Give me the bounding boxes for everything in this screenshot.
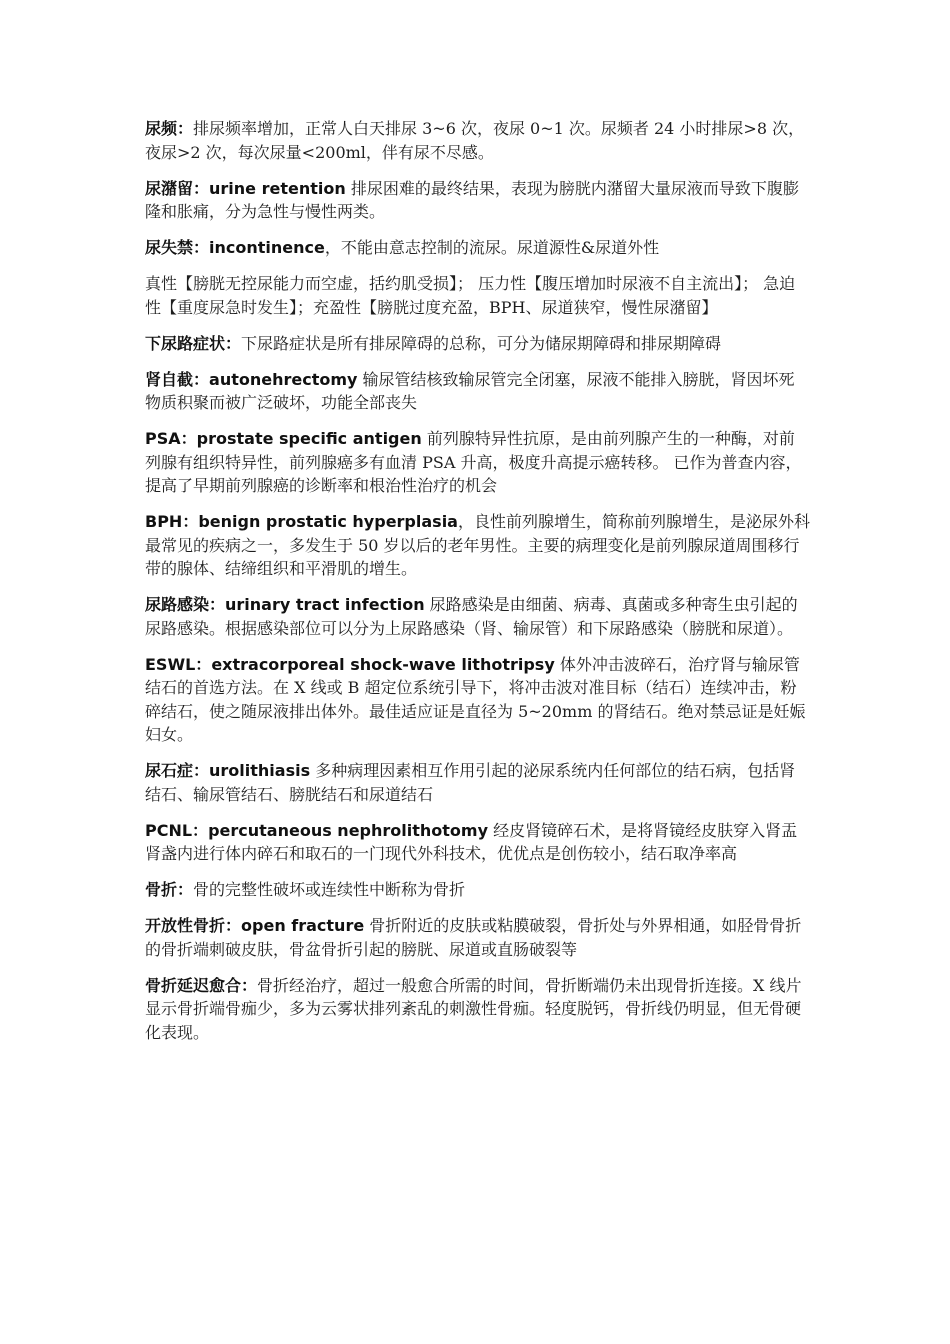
entry-term: PSA： — [145, 429, 197, 448]
entry-english-term: extracorporeal shock-wave lithotripsy — [211, 654, 555, 674]
entry-definition: 骨的完整性破坏或连续性中断称为骨折 — [193, 880, 466, 899]
entry-definition: 骨折经治疗，超过一般愈合所需的时间，骨折断端仍未出现骨折连接。X 线片显示骨折端骨痂少，多为云雾状排列紊乱的刺激性骨痂。轻度脱钙，骨折线仍明显，但无骨硬化表现。 — [145, 975, 802, 1042]
entry-definition: 排尿频率增加，正常人白天排尿 3~6 次，夜尿 0~1 次。尿频者 24 小时排尿>8 次，夜尿>2 次，每次尿量<200ml，伴有尿不尽感。 — [145, 119, 805, 162]
entry-term: 尿潴留： — [145, 178, 210, 198]
entry-term: 尿频： — [145, 119, 194, 138]
entry-incontinence-types — [145, 272, 810, 319]
entry-definition: 前列腺特异性抗原，是由前列腺产生的一种酶，对前列腺有组织特异性，前列腺癌多有血清 PSA 升高，极度升高提示癌转移。 已作为普查内容，提高了早期前列腺癌的诊断率和根治性治疗的机会 — [145, 429, 802, 495]
entry-term: BPH： — [145, 512, 199, 531]
entry-term: ESWL： — [145, 654, 212, 674]
entry-open-fracture — [145, 914, 810, 961]
entry-eswl — [145, 653, 810, 747]
entry-english-term: benign prostatic hyperplasia — [198, 512, 458, 531]
entry-term: 尿路感染： — [145, 595, 226, 614]
entry-autonephrectomy — [145, 368, 810, 415]
entry-term: 肾自截： — [145, 369, 210, 389]
entry-urolithiasis — [145, 759, 810, 806]
entry-definition: ，不能由意志控制的流尿。尿道源性&尿道外性 — [324, 238, 660, 257]
entry-definition: 骨折附近的皮肤或粘膜破裂，骨折处与外界相通，如胫骨骨折的骨折端刺破皮肤，骨盆骨折引起的膀胱、尿道或直肠破裂等 — [145, 916, 802, 959]
entry-term: 骨折： — [145, 880, 194, 899]
entry-english-term: incontinence — [209, 238, 325, 257]
entry-definition: 体外冲击波碎石，治疗肾与输尿管结石的首选方法。在 X 线或 B 超定位系统引导下，将冲击波对准目标（结石）连续冲击，粉碎结石，使之随尿液排出体外。最佳适应证是直径为 5~20mm 的肾结石。绝对禁忌证是妊娠妇女。 — [145, 654, 806, 744]
entry-english-term: urinary tract infection — [225, 595, 425, 614]
entry-urine-retention — [145, 177, 810, 224]
entry-definition: 下尿路症状是所有排尿障碍的总称，可分为储尿期障碍和排尿期障碍 — [241, 333, 722, 353]
entry-english-term: autonehrectomy — [209, 369, 358, 389]
entry-term: 骨折延迟愈合： — [145, 975, 258, 995]
entry-definition: ，良性前列腺增生，简称前列腺增生，是泌尿外科最常见的疾病之一，多发生于 50 岁以后的老年男性。主要的病理变化是前列腺尿道周围移行带的腺体、结缔组织和平滑肌的增生。 — [145, 512, 810, 578]
entry-delayed-union — [145, 974, 810, 1045]
entry-urinary-frequency — [145, 117, 810, 164]
entry-luts — [145, 332, 810, 356]
entry-english-term: urolithiasis — [209, 761, 311, 780]
entry-term: 下尿路症状： — [145, 333, 242, 353]
entry-term: PCNL： — [145, 820, 209, 840]
entry-definition: 排尿困难的最终结果，表现为膀胱内潴留大量尿液而导致下腹膨隆和胀痛，分为急性与慢性两类。 — [145, 178, 799, 221]
entry-uti — [145, 593, 810, 640]
entry-english-term: open fracture — [241, 916, 365, 935]
entry-definition: 输尿管结核致输尿管完全闭塞，尿液不能排入膀胱，肾因坏死物质积聚而被广泛破坏，功能全部丧失 — [145, 369, 795, 412]
entry-definition: 真性【膀胱无控尿能力而空虚，括约肌受损】； 压力性【腹压增加时尿液不自主流出】； 急迫性【重度尿急时发生】；充盈性【膀胱过度充盈，BPH、尿道狭窄，慢性尿潴留】 — [145, 274, 796, 317]
entry-incontinence — [145, 236, 810, 260]
entry-fracture — [145, 878, 810, 902]
entry-definition: 经皮肾镜碎石术，是将肾镜经皮肤穿入肾盂肾盏内进行体内碎石和取石的一门现代外科技术，优优点是创伤较小，结石取净率高 — [145, 820, 798, 863]
document-page — [145, 117, 810, 1057]
entry-term: 开放性骨折： — [145, 916, 242, 935]
entry-bph — [145, 510, 810, 581]
entry-psa — [145, 427, 810, 498]
entry-term: 尿失禁： — [145, 238, 210, 257]
entry-pcnl — [145, 819, 810, 866]
entry-english-term: percutaneous nephrolithotomy — [208, 820, 489, 840]
entry-english-term: urine retention — [209, 178, 346, 198]
entry-english-term: prostate specific antigen — [196, 429, 422, 448]
entry-term: 尿石症： — [145, 761, 210, 780]
entry-definition: 尿路感染是由细菌、病毒、真菌或多种寄生虫引起的尿路感染。根据感染部位可以分为上尿路感染（肾、输尿管）和下尿路感染（膀胱和尿道）。 — [145, 595, 798, 638]
entry-definition: 多种病理因素相互作用引起的泌尿系统内任何部位的结石病，包括肾结石、输尿管结石、膀胱结石和尿道结石 — [145, 761, 796, 804]
